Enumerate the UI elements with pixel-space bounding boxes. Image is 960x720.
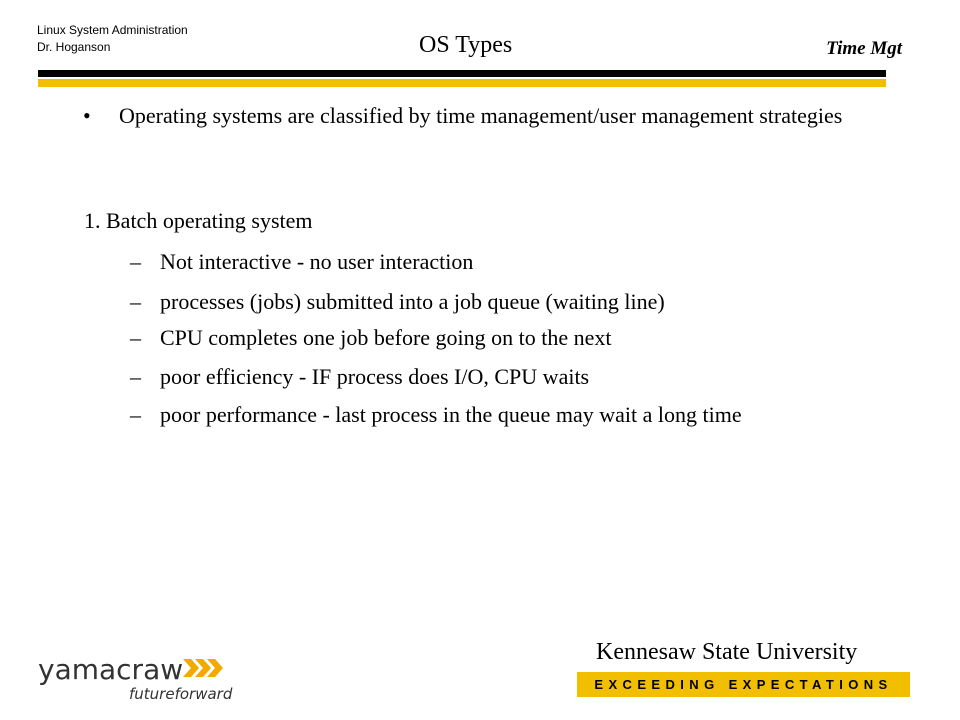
course-name: Linux System Administration bbox=[37, 23, 188, 37]
university-name: Kennesaw State University bbox=[596, 639, 858, 665]
dash-item-text: CPU completes one job before going on to the next bbox=[160, 325, 612, 350]
logo-word: yamacraw bbox=[38, 653, 184, 686]
header-rule-gold bbox=[38, 79, 886, 87]
dash-icon: – bbox=[130, 325, 141, 350]
dash-icon: – bbox=[130, 364, 141, 389]
dash-item bbox=[130, 286, 665, 317]
dash-item bbox=[130, 399, 742, 430]
dash-item-text: Not interactive - no user interaction bbox=[160, 249, 474, 274]
dash-icon: – bbox=[130, 402, 141, 427]
header-course-info bbox=[37, 22, 188, 56]
dash-icon: – bbox=[130, 249, 141, 274]
slide-title: OS Types bbox=[419, 32, 513, 58]
numbered-heading: 1. Batch operating system bbox=[84, 208, 313, 233]
dash-item-text: processes (jobs) submitted into a job queue (waiting line) bbox=[160, 289, 665, 314]
section-tag: Time Mgt bbox=[826, 38, 902, 59]
slogan-banner bbox=[577, 672, 910, 697]
dash-item-text: poor efficiency - IF process does I/O, CPU waits bbox=[160, 364, 590, 389]
instructor-name: Dr. Hoganson bbox=[37, 40, 111, 54]
dash-item bbox=[130, 322, 612, 353]
header-rule-black bbox=[38, 70, 886, 77]
dash-item bbox=[130, 246, 473, 277]
yamacraw-logo bbox=[36, 646, 236, 704]
chevrons-icon bbox=[183, 659, 223, 677]
bullet-icon: • bbox=[83, 103, 91, 128]
dash-item-text: poor performance - last process in the queue may wait a long time bbox=[160, 402, 742, 427]
slogan-text: EXCEEDING EXPECTATIONS bbox=[594, 677, 893, 692]
dash-icon: – bbox=[130, 289, 141, 314]
bullet-text: Operating systems are classified by time management/user management strategies bbox=[119, 103, 843, 128]
dash-item bbox=[130, 361, 589, 392]
logo-tagline: futureforward bbox=[129, 685, 233, 703]
